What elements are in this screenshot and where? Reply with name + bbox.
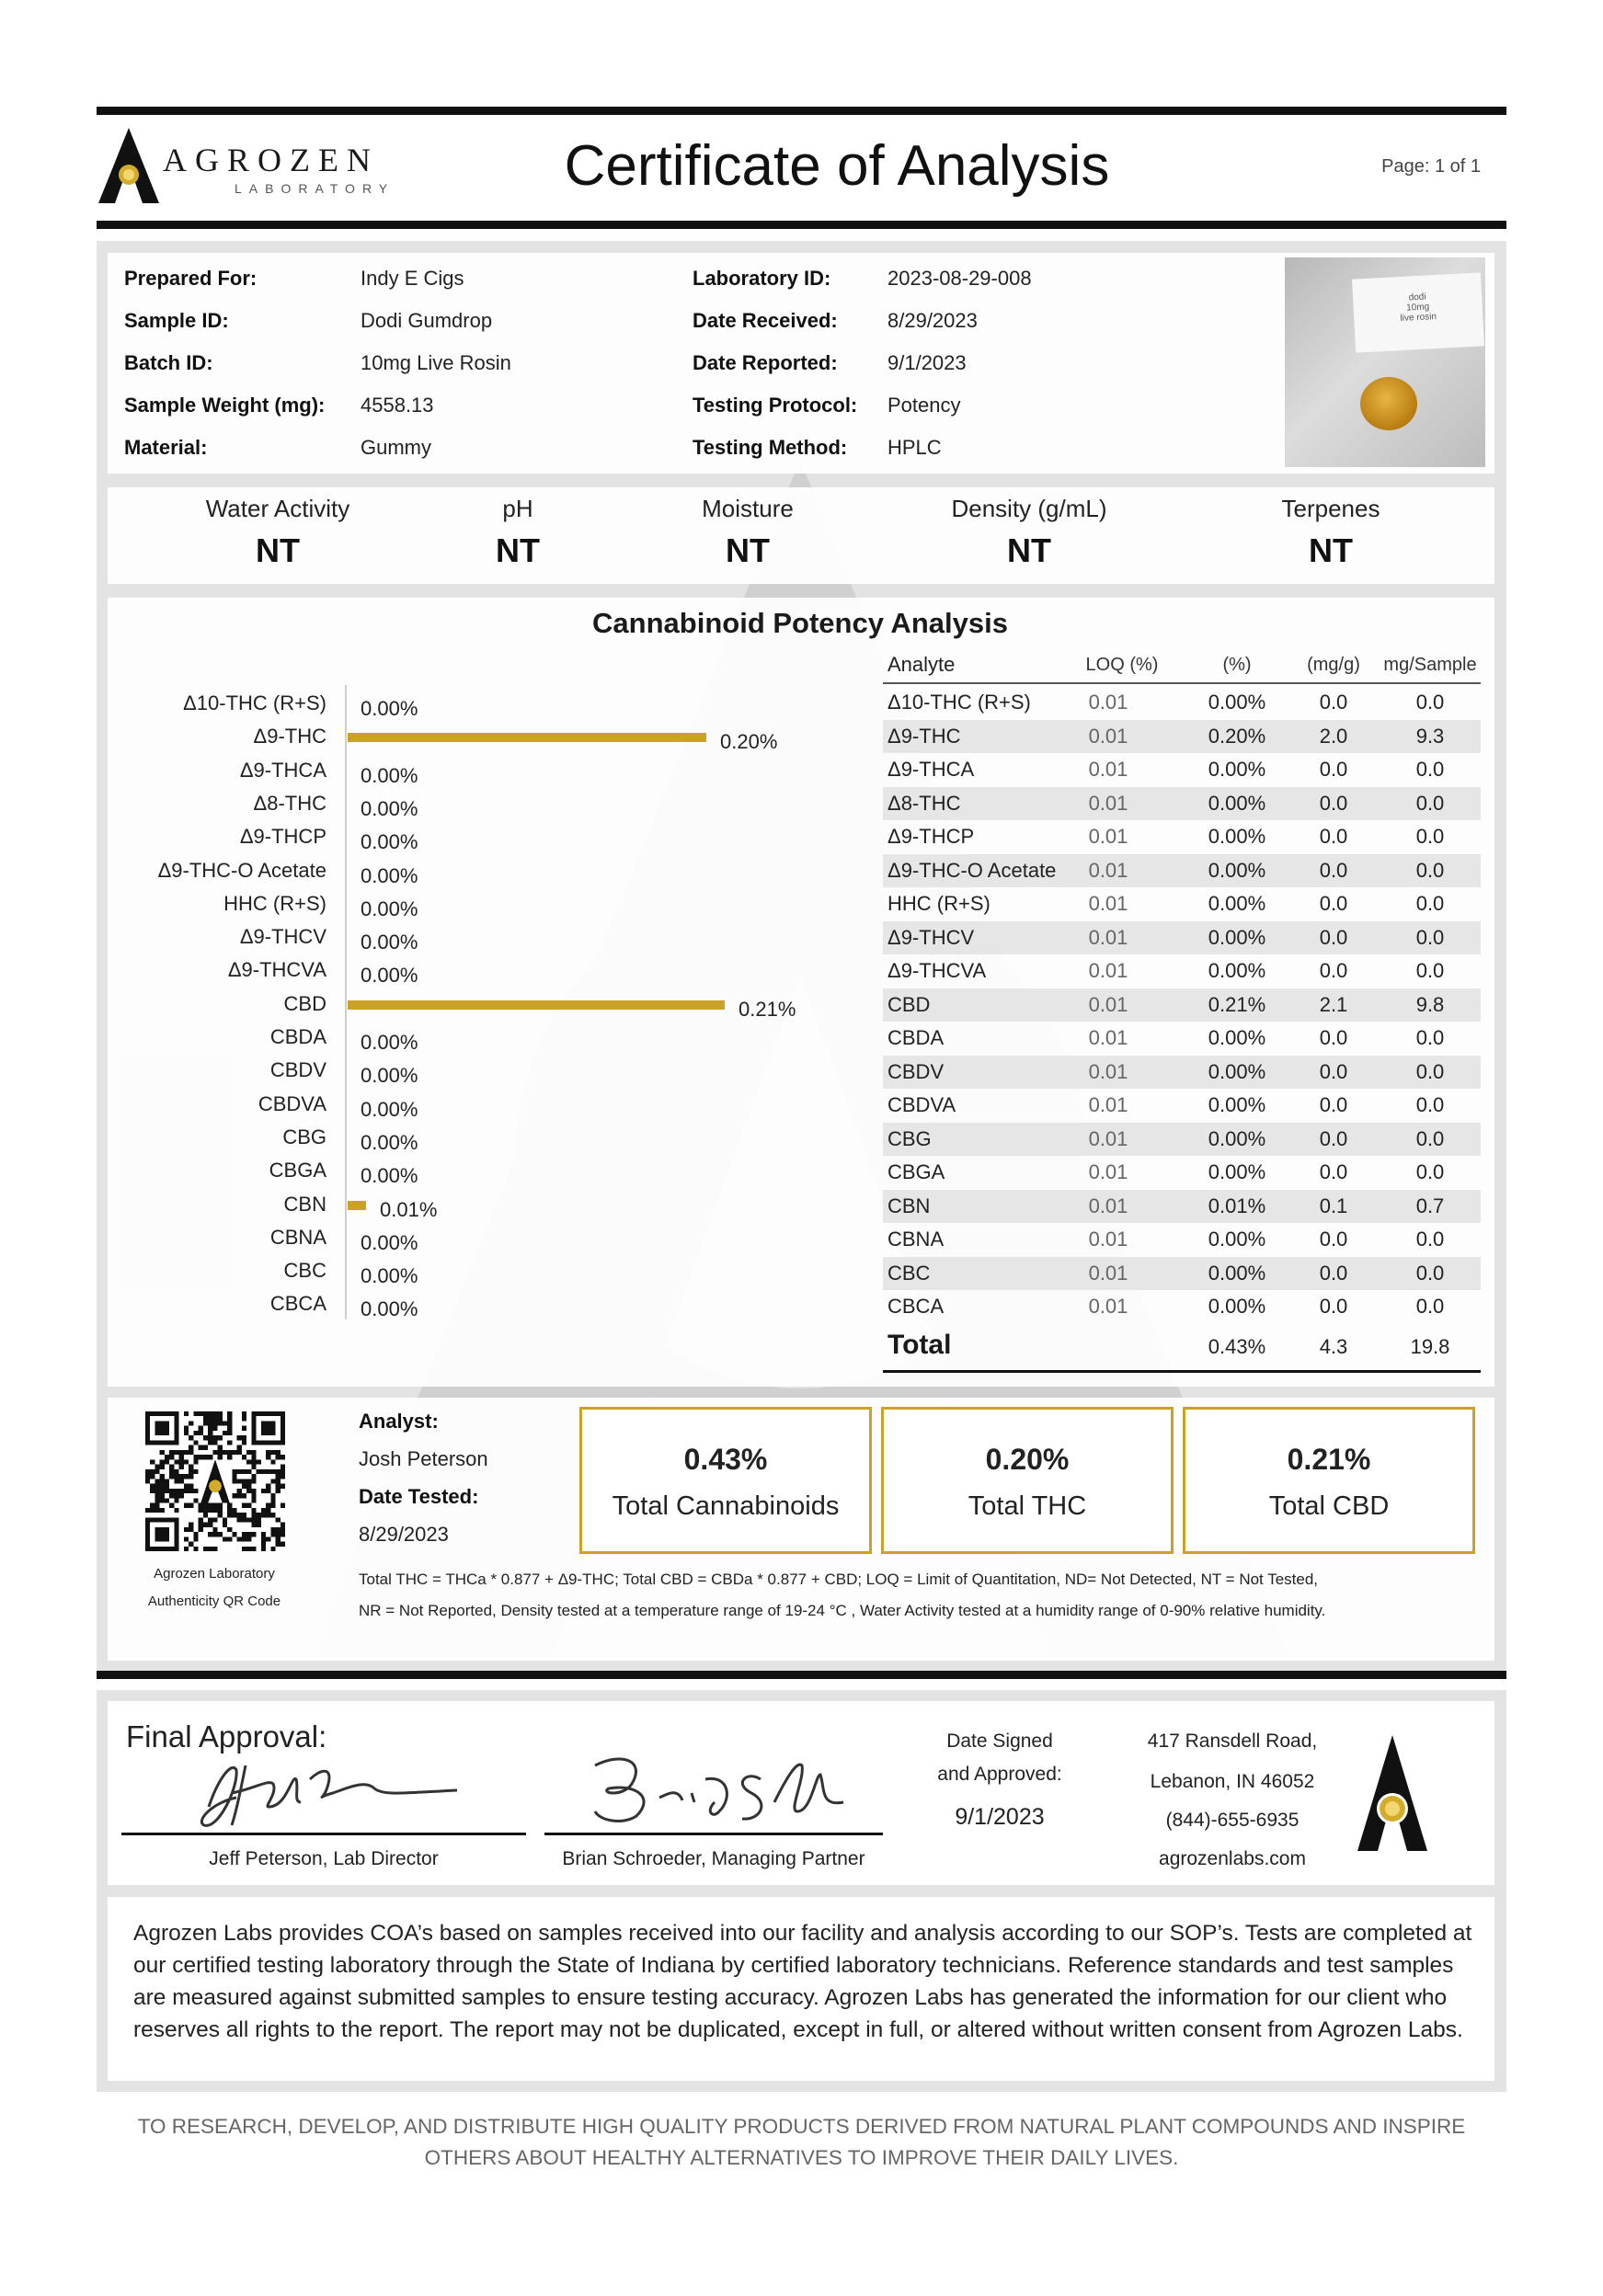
total-cannabinoids-box bbox=[579, 1407, 872, 1554]
cell-loq: 0.01 bbox=[1088, 724, 1128, 748]
bar-label: CBN bbox=[283, 1192, 326, 1216]
cell-pct: 0.00% bbox=[1208, 1228, 1266, 1251]
table-row bbox=[883, 1089, 1481, 1122]
notes-line-1: Total THC = THCa * 0.877 + Δ9-THC; Total CBD = CBDa * 0.877 + CBD; LOQ = Limit of Quantitation, ND= Not Detected, NT = Not Tested, bbox=[359, 1571, 1319, 1588]
website-link[interactable]: agrozenlabs.com bbox=[1159, 1848, 1306, 1869]
date-tested-label: Date Tested: bbox=[359, 1485, 479, 1508]
cell-mgs: 0.0 bbox=[1415, 1261, 1445, 1285]
total-thc-label: Total THC bbox=[968, 1491, 1087, 1521]
col-mgs-header: mg/Sample bbox=[1383, 655, 1477, 675]
cell-analyte: Δ9-THCP bbox=[887, 825, 975, 848]
cell-mgg: 0.0 bbox=[1319, 825, 1348, 848]
cell-loq: 0.01 bbox=[1088, 858, 1128, 882]
col-analyte-header: Analyte bbox=[887, 653, 956, 676]
cell-mgg: 0.0 bbox=[1319, 892, 1348, 915]
motto-line-1: TO RESEARCH, DEVELOP, AND DISTRIBUTE HIGH QUALITY PRODUCTS DERIVED FROM NATURAL PLANT COMPOUNDS AND INSPIRE bbox=[137, 2115, 1466, 2138]
bar-value-label: 0.00% bbox=[361, 931, 418, 954]
cell-pct: 0.00% bbox=[1208, 791, 1266, 815]
total-row bbox=[883, 1324, 1481, 1368]
cell-pct: 0.20% bbox=[1208, 724, 1266, 748]
batch-id-value: 10mg Live Rosin bbox=[361, 351, 511, 374]
bar-value-label: 0.20% bbox=[720, 730, 778, 754]
cell-pct: 0.00% bbox=[1208, 858, 1266, 882]
logo-mark-icon bbox=[97, 124, 161, 207]
test-moisture-label: Moisture bbox=[702, 495, 794, 522]
approval-top-rule bbox=[97, 1671, 1506, 1679]
bar-value-label: 0.00% bbox=[361, 763, 418, 787]
test-water-activity-value: NT bbox=[256, 531, 300, 569]
bar-label: CBD bbox=[283, 991, 326, 1015]
bar-value-label: 0.00% bbox=[361, 863, 418, 887]
gummy-image bbox=[1360, 377, 1417, 430]
cell-loq: 0.01 bbox=[1088, 1093, 1128, 1116]
document-title: Certificate of Analysis bbox=[564, 134, 1110, 198]
testing-protocol-value: Potency bbox=[887, 394, 961, 417]
cell-analyte: Δ9-THCA bbox=[887, 758, 975, 781]
cell-mgg: 0.0 bbox=[1319, 1059, 1348, 1083]
cell-loq: 0.01 bbox=[1088, 1194, 1128, 1217]
total-mgg: 4.3 bbox=[1319, 1335, 1348, 1358]
signature-brian-schroeder bbox=[567, 1747, 862, 1830]
bar-value-label: 0.00% bbox=[361, 1031, 418, 1054]
cell-analyte: CBNA bbox=[887, 1228, 945, 1251]
table-row bbox=[883, 820, 1481, 853]
cell-pct: 0.00% bbox=[1208, 1093, 1266, 1116]
bar-value-label: 0.00% bbox=[361, 796, 418, 820]
cell-mgg: 0.0 bbox=[1319, 1093, 1348, 1116]
table-row bbox=[883, 988, 1481, 1022]
date-reported-label: Date Reported: bbox=[693, 351, 838, 374]
material-value: Gummy bbox=[361, 436, 431, 459]
cell-analyte: HHC (R+S) bbox=[887, 892, 990, 915]
cell-mgg: 2.1 bbox=[1319, 992, 1348, 1016]
table-row bbox=[883, 1190, 1481, 1223]
test-ph-label: pH bbox=[502, 495, 533, 522]
table-row bbox=[883, 1022, 1481, 1055]
cell-mgs: 0.0 bbox=[1415, 1160, 1445, 1183]
cell-mgs: 0.0 bbox=[1415, 791, 1445, 815]
cell-loq: 0.01 bbox=[1088, 1026, 1128, 1049]
test-terpenes-value: NT bbox=[1309, 531, 1353, 569]
bar-value-label: 0.00% bbox=[361, 1130, 418, 1154]
top-rule bbox=[97, 107, 1506, 115]
authenticity-qr-code[interactable] bbox=[145, 1411, 285, 1551]
cell-analyte: CBC bbox=[887, 1261, 931, 1285]
bar-label: CBDA bbox=[269, 1025, 326, 1048]
total-cbd-label: Total CBD bbox=[1268, 1491, 1390, 1521]
test-density-value: NT bbox=[1007, 531, 1051, 569]
batch-id-label: Batch ID: bbox=[124, 351, 213, 374]
cell-mgs: 0.0 bbox=[1415, 959, 1445, 982]
table-row bbox=[883, 1257, 1481, 1290]
cell-mgg: 0.0 bbox=[1319, 1160, 1348, 1183]
total-label: Total bbox=[887, 1330, 952, 1360]
cell-pct: 0.00% bbox=[1208, 691, 1266, 714]
cell-mgs: 0.7 bbox=[1415, 1194, 1445, 1217]
bar-value-label: 0.00% bbox=[361, 830, 418, 854]
test-moisture-value: NT bbox=[726, 531, 770, 569]
bar-value-label: 0.00% bbox=[361, 1097, 418, 1121]
bar bbox=[348, 733, 706, 742]
cell-mgs: 0.0 bbox=[1415, 1026, 1445, 1049]
cell-pct: 0.00% bbox=[1208, 1295, 1266, 1318]
signature-jeff-peterson bbox=[181, 1752, 475, 1834]
phone-number: (844)-655-6935 bbox=[1165, 1810, 1300, 1831]
bar-label: CBGA bbox=[269, 1159, 326, 1182]
cell-loq: 0.01 bbox=[1088, 791, 1128, 815]
table-header-rule bbox=[883, 682, 1481, 684]
date-signed-value: 9/1/2023 bbox=[955, 1804, 1045, 1830]
cell-pct: 0.00% bbox=[1208, 1026, 1266, 1049]
sample-photo bbox=[1285, 257, 1485, 467]
bar-value-label: 0.21% bbox=[739, 997, 796, 1021]
agrozen-logo bbox=[97, 124, 409, 207]
table-row bbox=[883, 921, 1481, 954]
cell-loq: 0.01 bbox=[1088, 1059, 1128, 1083]
analyst-label: Analyst: bbox=[359, 1410, 439, 1433]
date-signed-label-1: Date Signed bbox=[946, 1731, 1053, 1752]
cell-analyte: Δ9-THCV bbox=[887, 925, 975, 949]
cell-analyte: Δ8-THC bbox=[887, 791, 961, 815]
sample-id-label: Sample ID: bbox=[124, 309, 229, 332]
bar-label: CBDVA bbox=[258, 1091, 326, 1115]
total-cbd-value: 0.21% bbox=[1287, 1443, 1371, 1476]
bar-value-label: 0.00% bbox=[361, 1297, 418, 1321]
cell-pct: 0.00% bbox=[1208, 758, 1266, 781]
signature-line-1 bbox=[121, 1833, 526, 1835]
bar-label: CBC bbox=[283, 1259, 326, 1283]
chart-axis-line bbox=[345, 685, 347, 1319]
table-row bbox=[883, 1056, 1481, 1089]
test-water-activity-label: Water Activity bbox=[205, 495, 350, 522]
bar bbox=[348, 1000, 725, 1010]
cell-loq: 0.01 bbox=[1088, 691, 1128, 714]
logo-subtitle: LABORATORY bbox=[235, 181, 395, 196]
bar-label: CBDV bbox=[269, 1058, 326, 1082]
date-reported-value: 9/1/2023 bbox=[887, 351, 967, 374]
cell-mgg: 0.0 bbox=[1319, 858, 1348, 882]
bar-value-label: 0.00% bbox=[361, 1264, 418, 1288]
cell-pct: 0.00% bbox=[1208, 892, 1266, 915]
cell-loq: 0.01 bbox=[1088, 959, 1128, 982]
cell-analyte: CBG bbox=[887, 1126, 932, 1150]
cell-mgg: 0.0 bbox=[1319, 959, 1348, 982]
total-cannabinoids-label: Total Cannabinoids bbox=[612, 1491, 840, 1521]
sample-weight-value: 4558.13 bbox=[361, 394, 434, 417]
logo-name: AGROZEN bbox=[163, 142, 379, 178]
bar bbox=[348, 1201, 366, 1210]
cell-mgg: 0.0 bbox=[1319, 791, 1348, 815]
table-row bbox=[883, 887, 1481, 920]
table-row bbox=[883, 1290, 1481, 1323]
motto-line-2: OTHERS ABOUT HEALTHY ALTERNATIVES TO IMPROVE THEIR DAILY LIVES. bbox=[424, 2146, 1179, 2169]
bar-label: Δ9-THC bbox=[253, 725, 326, 748]
header-bottom-rule bbox=[97, 221, 1506, 229]
table-row bbox=[883, 753, 1481, 786]
cell-pct: 0.00% bbox=[1208, 1160, 1266, 1183]
cell-mgg: 2.0 bbox=[1319, 724, 1348, 748]
cell-mgg: 0.0 bbox=[1319, 1295, 1348, 1318]
notes-line-2: NR = Not Reported, Density tested at a temperature range of 19-24 °C , Water Activity tested at a humidity range of 0-90% relative humidity. bbox=[359, 1602, 1326, 1619]
bar-value-label: 0.00% bbox=[361, 1230, 418, 1254]
cell-loq: 0.01 bbox=[1088, 892, 1128, 915]
table-row bbox=[883, 686, 1481, 719]
signature-caption-1: Jeff Peterson, Lab Director bbox=[209, 1848, 439, 1869]
cell-mgs: 0.0 bbox=[1415, 892, 1445, 915]
cell-loq: 0.01 bbox=[1088, 1126, 1128, 1150]
testing-protocol-label: Testing Protocol: bbox=[693, 394, 858, 417]
table-row bbox=[883, 1156, 1481, 1189]
total-rule bbox=[883, 1370, 1481, 1373]
cell-mgg: 0.0 bbox=[1319, 1026, 1348, 1049]
total-cbd-box bbox=[1183, 1407, 1475, 1554]
cell-analyte: CBD bbox=[887, 992, 931, 1016]
cell-pct: 0.01% bbox=[1208, 1194, 1266, 1217]
total-pct: 0.43% bbox=[1208, 1335, 1266, 1358]
col-loq-header: LOQ (%) bbox=[1085, 655, 1159, 675]
cell-analyte: CBDA bbox=[887, 1026, 945, 1049]
cell-pct: 0.00% bbox=[1208, 1059, 1266, 1083]
total-mgs: 19.8 bbox=[1410, 1335, 1450, 1358]
cell-mgs: 9.8 bbox=[1415, 992, 1445, 1016]
cell-analyte: CBCA bbox=[887, 1295, 945, 1318]
cell-analyte: CBDVA bbox=[887, 1093, 956, 1116]
cell-mgs: 0.0 bbox=[1415, 1093, 1445, 1116]
agrozen-footer-logo-icon bbox=[1356, 1733, 1429, 1853]
cell-mgs: 0.0 bbox=[1415, 758, 1445, 781]
signature-caption-2: Brian Schroeder, Managing Partner bbox=[562, 1848, 865, 1869]
cell-analyte: CBGA bbox=[887, 1160, 945, 1183]
sample-bag-label: dodi 10mg live rosin bbox=[1352, 272, 1484, 352]
date-received-label: Date Received: bbox=[693, 309, 838, 332]
cell-loq: 0.01 bbox=[1088, 992, 1128, 1016]
sample-weight-label: Sample Weight (mg): bbox=[124, 394, 326, 417]
col-pct-header: (%) bbox=[1222, 655, 1252, 675]
table-row bbox=[883, 1123, 1481, 1156]
cell-analyte: Δ9-THC bbox=[887, 724, 961, 748]
table-row bbox=[883, 854, 1481, 887]
cell-mgs: 0.0 bbox=[1415, 1295, 1445, 1318]
lab-id-label: Laboratory ID: bbox=[693, 267, 831, 290]
cell-mgs: 0.0 bbox=[1415, 1126, 1445, 1150]
cell-pct: 0.00% bbox=[1208, 825, 1266, 848]
cell-mgg: 0.0 bbox=[1319, 691, 1348, 714]
cell-mgg: 0.0 bbox=[1319, 758, 1348, 781]
address-line-2: Lebanon, IN 46052 bbox=[1150, 1771, 1315, 1792]
bar-label: CBG bbox=[282, 1125, 326, 1148]
cell-mgs: 0.0 bbox=[1415, 825, 1445, 848]
bar-value-label: 0.00% bbox=[361, 897, 418, 920]
table-row bbox=[883, 954, 1481, 988]
final-approval-title: Final Approval: bbox=[126, 1719, 327, 1753]
cell-loq: 0.01 bbox=[1088, 1228, 1128, 1251]
cell-mgs: 0.0 bbox=[1415, 858, 1445, 882]
material-label: Material: bbox=[124, 436, 208, 459]
cell-loq: 0.01 bbox=[1088, 1261, 1128, 1285]
col-mgg-header: (mg/g) bbox=[1307, 655, 1360, 675]
prepared-for-label: Prepared For: bbox=[124, 267, 258, 290]
cell-analyte: CBN bbox=[887, 1194, 931, 1217]
cell-loq: 0.01 bbox=[1088, 925, 1128, 949]
bar-label: Δ9-THC-O Acetate bbox=[157, 858, 326, 882]
cell-analyte: Δ9-THC-O Acetate bbox=[887, 858, 1057, 882]
tests-panel bbox=[108, 487, 1494, 584]
bar-label: CBNA bbox=[269, 1225, 326, 1249]
table-row bbox=[883, 720, 1481, 753]
qr-caption-1: Agrozen Laboratory bbox=[154, 1566, 275, 1582]
address-line-1: 417 Ransdell Road, bbox=[1147, 1731, 1318, 1752]
sample-id-value: Dodi Gumdrop bbox=[361, 309, 493, 332]
bar-label: Δ10-THC (R+S) bbox=[183, 691, 326, 714]
analyst-value: Josh Peterson bbox=[359, 1447, 488, 1470]
testing-method-label: Testing Method: bbox=[693, 436, 848, 459]
bar-value-label: 0.00% bbox=[361, 697, 418, 720]
cell-mgs: 0.0 bbox=[1415, 1228, 1445, 1251]
cell-loq: 0.01 bbox=[1088, 758, 1128, 781]
cell-mgg: 0.0 bbox=[1319, 1228, 1348, 1251]
cell-loq: 0.01 bbox=[1088, 1295, 1128, 1318]
test-terpenes-label: Terpenes bbox=[1281, 495, 1380, 522]
bar-label: Δ9-THCV bbox=[239, 925, 326, 949]
table-row bbox=[883, 1223, 1481, 1256]
bar-value-label: 0.00% bbox=[361, 1164, 418, 1188]
page-number: Page: 1 of 1 bbox=[1381, 156, 1481, 177]
cell-loq: 0.01 bbox=[1088, 825, 1128, 848]
testing-method-value: HPLC bbox=[887, 436, 942, 459]
disclaimer-text: Agrozen Labs provides COA’s based on samples received into our facility and analysis according to our SOP’s. Tests are completed at our certified testing laboratory through the State of Indiana by certified laboratory technicians. Reference standards and test samples are measured against submitted samples to ensure testing accuracy. Agrozen Labs has generated the information for our client who reserves all rights to the report. The report may not be duplicated, except in full, or altered without written consent from Agrozen Labs. bbox=[133, 1921, 1472, 2042]
signature-line-2 bbox=[544, 1833, 883, 1835]
cell-mgs: 0.0 bbox=[1415, 925, 1445, 949]
approval-panel bbox=[108, 1701, 1494, 1885]
lab-id-value: 2023-08-29-008 bbox=[887, 267, 1032, 290]
cell-loq: 0.01 bbox=[1088, 1160, 1128, 1183]
cell-mgg: 0.0 bbox=[1319, 1126, 1348, 1150]
date-signed-label-2: and Approved: bbox=[937, 1764, 1062, 1785]
test-density-label: Density (g/mL) bbox=[951, 495, 1107, 522]
cell-pct: 0.00% bbox=[1208, 1126, 1266, 1150]
test-ph-value: NT bbox=[496, 531, 540, 569]
bar-label: CBCA bbox=[269, 1292, 326, 1316]
sample-info-panel bbox=[108, 253, 1494, 474]
prepared-for-value: Indy E Cigs bbox=[361, 267, 464, 290]
total-thc-value: 0.20% bbox=[985, 1443, 1070, 1476]
bar-value-label: 0.00% bbox=[361, 1064, 418, 1088]
cell-mgs: 0.0 bbox=[1415, 691, 1445, 714]
bar-label: Δ9-THCP bbox=[239, 825, 326, 849]
total-cannabinoids-value: 0.43% bbox=[683, 1443, 768, 1476]
bar-label: Δ8-THC bbox=[253, 791, 326, 815]
cell-analyte: Δ9-THCVA bbox=[887, 959, 987, 982]
cell-mgs: 0.0 bbox=[1415, 1059, 1445, 1083]
bar-label: HHC (R+S) bbox=[223, 891, 326, 915]
total-thc-box bbox=[881, 1407, 1174, 1554]
cell-pct: 0.00% bbox=[1208, 959, 1266, 982]
bar-value-label: 0.00% bbox=[361, 964, 418, 988]
cell-pct: 0.21% bbox=[1208, 992, 1266, 1016]
table-row bbox=[883, 787, 1481, 820]
cell-analyte: Δ10-THC (R+S) bbox=[887, 691, 1031, 714]
cell-analyte: CBDV bbox=[887, 1059, 945, 1083]
cell-mgs: 9.3 bbox=[1415, 724, 1445, 748]
cell-pct: 0.00% bbox=[1208, 925, 1266, 949]
cell-pct: 0.00% bbox=[1208, 1261, 1266, 1285]
bar-label: Δ9-THCA bbox=[239, 758, 326, 782]
bar-label: Δ9-THCVA bbox=[227, 958, 326, 982]
potency-title: Cannabinoid Potency Analysis bbox=[592, 607, 1008, 639]
qr-caption-2: Authenticity QR Code bbox=[147, 1593, 281, 1609]
date-received-value: 8/29/2023 bbox=[887, 309, 978, 332]
cell-mgg: 0.1 bbox=[1319, 1194, 1348, 1217]
bar-value-label: 0.01% bbox=[380, 1197, 438, 1221]
date-tested-value: 8/29/2023 bbox=[359, 1523, 449, 1546]
cell-mgg: 0.0 bbox=[1319, 1261, 1348, 1285]
cell-mgg: 0.0 bbox=[1319, 925, 1348, 949]
